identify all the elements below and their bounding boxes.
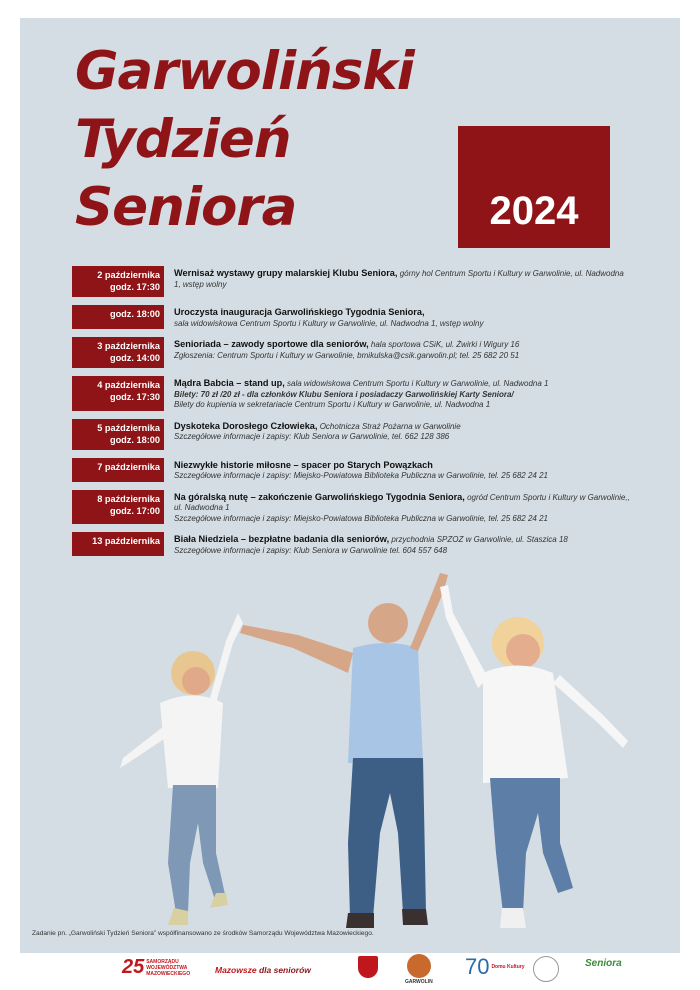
dom-kultury-70-number: 70 — [465, 954, 490, 979]
event-date — [72, 305, 164, 329]
event-title: Uroczysta inauguracja Garwolińskiego Tygodnia Seniora, — [174, 307, 425, 317]
event-title: Niezwykłe historie miłosne – spacer po Starych Powązkach — [174, 459, 433, 470]
dancing-seniors-photo — [98, 563, 628, 933]
title-line-2: Tydzień — [75, 109, 291, 170]
event-date — [72, 266, 164, 297]
event-detail: Szczegółowe informacje i zapisy: Miejsko-Powiatowa Biblioteka Publiczna w Garwolinie, tel. 25 682 24 21 — [174, 513, 548, 523]
event-date — [72, 419, 164, 450]
event-date-line: godz. 17:30 — [109, 282, 160, 292]
event-row — [72, 305, 632, 329]
mazowsze-25-logo — [122, 956, 201, 979]
event-location: sala widowiskowa Centrum Sportu i Kultury w Garwolinie, ul. Nadwodna 1 — [284, 379, 549, 388]
event-location: ogród Centrum Sportu i Kultury w Garwolinie,, ul. Nadwodna 1 — [174, 492, 630, 512]
event-row — [72, 266, 632, 297]
mazowsze-dla-seniorow-logo — [215, 965, 311, 975]
event-title-line — [174, 307, 483, 319]
event-title: Wernisaż wystawy grupy malarskiej Klubu Seniora, — [174, 268, 398, 278]
event-date-line: 3 października — [97, 341, 160, 351]
garwolin-logo — [405, 954, 433, 985]
funding-credit: Zadanie pn. „Garwoliński Tydzień Seniora” współfinansowano ze środków Samorządu Województwa Mazowieckiego. — [32, 930, 374, 937]
event-date-line: godz. 17:00 — [109, 505, 160, 516]
event-date-line: godz. 14:00 — [109, 353, 160, 363]
event-date — [72, 458, 164, 482]
event-date-line: 13 października — [92, 536, 160, 546]
event-detail: Zgłoszenia: Centrum Sportu i Kultury w Garwolinie, bmikulska@csik.garwolin.pl; tel. 25 682 20 51 — [174, 350, 520, 360]
sponsor-logos — [0, 952, 700, 990]
mazowsze-logo-suffix: dla seniorów — [258, 965, 311, 975]
event-location: Ochotnicza Straż Pożarna w Garwolinie — [317, 421, 461, 431]
event-info — [164, 532, 568, 556]
event-location: przychodnia SPZOZ w Garwolinie, ul. Staszica 18 — [389, 535, 568, 544]
year-box — [458, 126, 610, 248]
event-date — [72, 490, 164, 525]
event-date-line: 2 października — [97, 270, 160, 280]
man-center-figure — [240, 573, 448, 928]
event-info — [164, 490, 632, 525]
event-title-line — [174, 339, 519, 351]
mazowsze-logo-text: Mazowsze — [215, 965, 257, 975]
event-row — [72, 419, 632, 450]
event-title-line — [174, 268, 632, 290]
event-date-line: godz. 18:00 — [109, 309, 160, 319]
event-info — [164, 266, 632, 297]
event-title: Dyskoteka Dorosłego Człowieka, — [174, 420, 318, 431]
event-detail: Bilety: 70 zł /20 zł - dla członków Klubu Seniora i posiadaczy Garwolińskiej Karty Seniora/ — [174, 389, 514, 399]
woman-left-figure — [120, 613, 243, 925]
event-info — [164, 458, 548, 482]
event-title-line — [174, 492, 632, 514]
event-detail: Szczegółowe informacje i zapisy: Klub Seniora w Garwolinie tel. 604 557 648 — [174, 545, 448, 555]
event-title: Senioriada – zawody sportowe dla seniorów, — [174, 339, 369, 349]
event-date-line: godz. 17:30 — [109, 392, 160, 402]
event-date-line: 8 października — [97, 493, 160, 504]
event-date — [72, 532, 164, 556]
event-title-line — [174, 421, 461, 433]
event-date-line: godz. 18:00 — [109, 434, 160, 445]
title-line-3: Seniora — [75, 177, 297, 238]
event-location: hala sportowa CSiK, ul. Żwirki i Wigury 16 — [368, 340, 520, 349]
event-title: Na góralską nutę – zakończenie Garwolińskiego Tygodnia Seniora, — [174, 491, 465, 502]
event-info — [164, 337, 519, 368]
event-date — [72, 337, 164, 368]
event-info — [164, 419, 461, 450]
poster — [20, 18, 680, 953]
event-date — [72, 376, 164, 411]
klub-seniora-logo-text: Seniora — [585, 958, 622, 969]
event-info — [164, 305, 483, 329]
event-title: Mądra Babcia – stand up, — [174, 378, 285, 388]
event-detail: Bilety do kupienia w sekretariacie Centrum Sportu i Kultury w Garwolinie, ul. Nadwodna 1 — [174, 400, 491, 409]
dom-kultury-70-logo — [465, 954, 525, 980]
garwolin-emblem-icon — [407, 954, 431, 978]
mazowsze-25-text: SAMORZĄDU WOJEWÓDZTWA MAZOWIECKIEGO — [146, 958, 191, 977]
woman-right-figure — [440, 585, 628, 928]
poster-title — [75, 38, 414, 242]
event-detail: sala widowiskowa Centrum Sportu i Kultury w Garwolinie, ul. Nadwodna 1, wstęp wolny — [174, 318, 484, 328]
event-title-line — [174, 534, 568, 546]
dom-kultury-text: Domu Kultury — [491, 964, 525, 970]
klub-seniora-logo — [585, 958, 622, 969]
events-list — [72, 266, 632, 564]
garwolin-coat-of-arms-icon — [358, 956, 378, 978]
event-title-line — [174, 378, 548, 390]
event-info — [164, 376, 548, 411]
event-title: Biała Niedziela – bezpłatne badania dla seniorów, — [174, 534, 390, 544]
library-logo-icon — [533, 956, 559, 982]
event-date-line: 4 października — [97, 380, 160, 390]
event-row — [72, 458, 632, 482]
event-date-line: 7 października — [97, 461, 160, 472]
mazowsze-25-number: 25 — [122, 956, 145, 978]
event-row — [72, 532, 632, 556]
event-detail: Szczegółowe informacje i zapisy: Klub Seniora w Garwolinie, tel. 662 128 386 — [174, 432, 450, 441]
year: 2024 — [489, 189, 579, 233]
garwolin-logo-text: GARWOLIN — [405, 979, 433, 985]
event-row — [72, 490, 632, 525]
event-location: górny hol Centrum Sportu i Kultury w Garwolinie, ul. Nadwodna 1, wstęp wolny — [174, 269, 624, 289]
event-row — [72, 376, 632, 411]
event-date-line: 5 października — [97, 422, 160, 433]
event-row — [72, 337, 632, 368]
title-line-1: Garwoliński — [75, 41, 414, 102]
event-title-line — [174, 460, 548, 472]
event-detail: Szczegółowe informacje i zapisy: Miejsko-Powiatowa Biblioteka Publiczna w Garwolinie, tel. 25 682 24 21 — [174, 471, 548, 480]
